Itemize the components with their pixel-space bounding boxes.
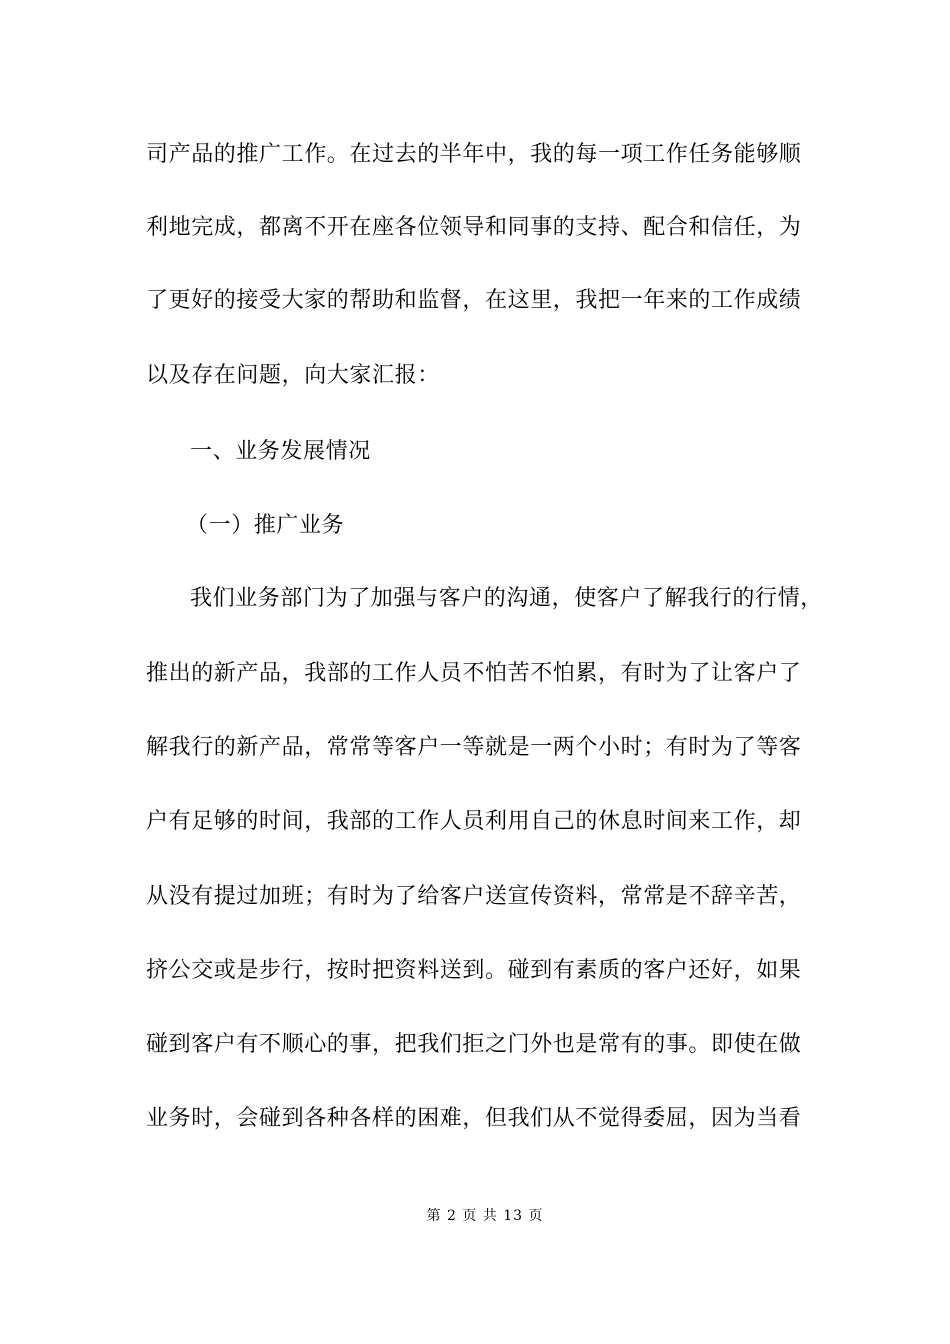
- paragraph-first-line: 我们业务部门为了加强与客户的沟通，使客户了解我行的行情，: [190, 586, 823, 611]
- body-text-line: 挤公交或是步行，按时把资料送到。碰到有素质的客户还好，如果: [146, 958, 802, 983]
- body-text-line: 以及存在问题，向大家汇报：: [146, 363, 440, 388]
- section-heading: 一、业务发展情况: [190, 439, 371, 464]
- body-text-line: 了更好的接受大家的帮助和监督，在这里，我把一年来的工作成绩: [146, 288, 802, 313]
- body-text-line: 从没有提过加班；有时为了给客户送宣传资料，常常是不辞辛苦，: [146, 884, 802, 909]
- body-text-line: 司产品的推广工作。在过去的半年中，我的每一项工作任务能够顺: [146, 142, 802, 167]
- subsection-heading: （一）推广业务: [186, 513, 345, 538]
- body-text-line: 户有足够的时间，我部的工作人员利用自己的休息时间来工作，却: [146, 809, 802, 834]
- body-text-line: 业务时，会碰到各种各样的困难，但我们从不觉得委屈，因为当看: [146, 1106, 802, 1131]
- page-number-footer: 第 2 页 共 13 页: [426, 1208, 544, 1224]
- body-text-line: 利地完成，都离不开在座各位领导和同事的支持、配合和信任，为: [146, 215, 802, 240]
- body-text-line: 碰到客户有不顺心的事，把我们拒之门外也是常有的事。即使在做: [146, 1032, 802, 1057]
- body-text-line: 推出的新产品，我部的工作人员不怕苦不怕累，有时为了让客户了: [146, 661, 802, 686]
- body-text-line: 解我行的新产品，常常等客户一等就是一两个小时；有时为了等客: [146, 735, 802, 760]
